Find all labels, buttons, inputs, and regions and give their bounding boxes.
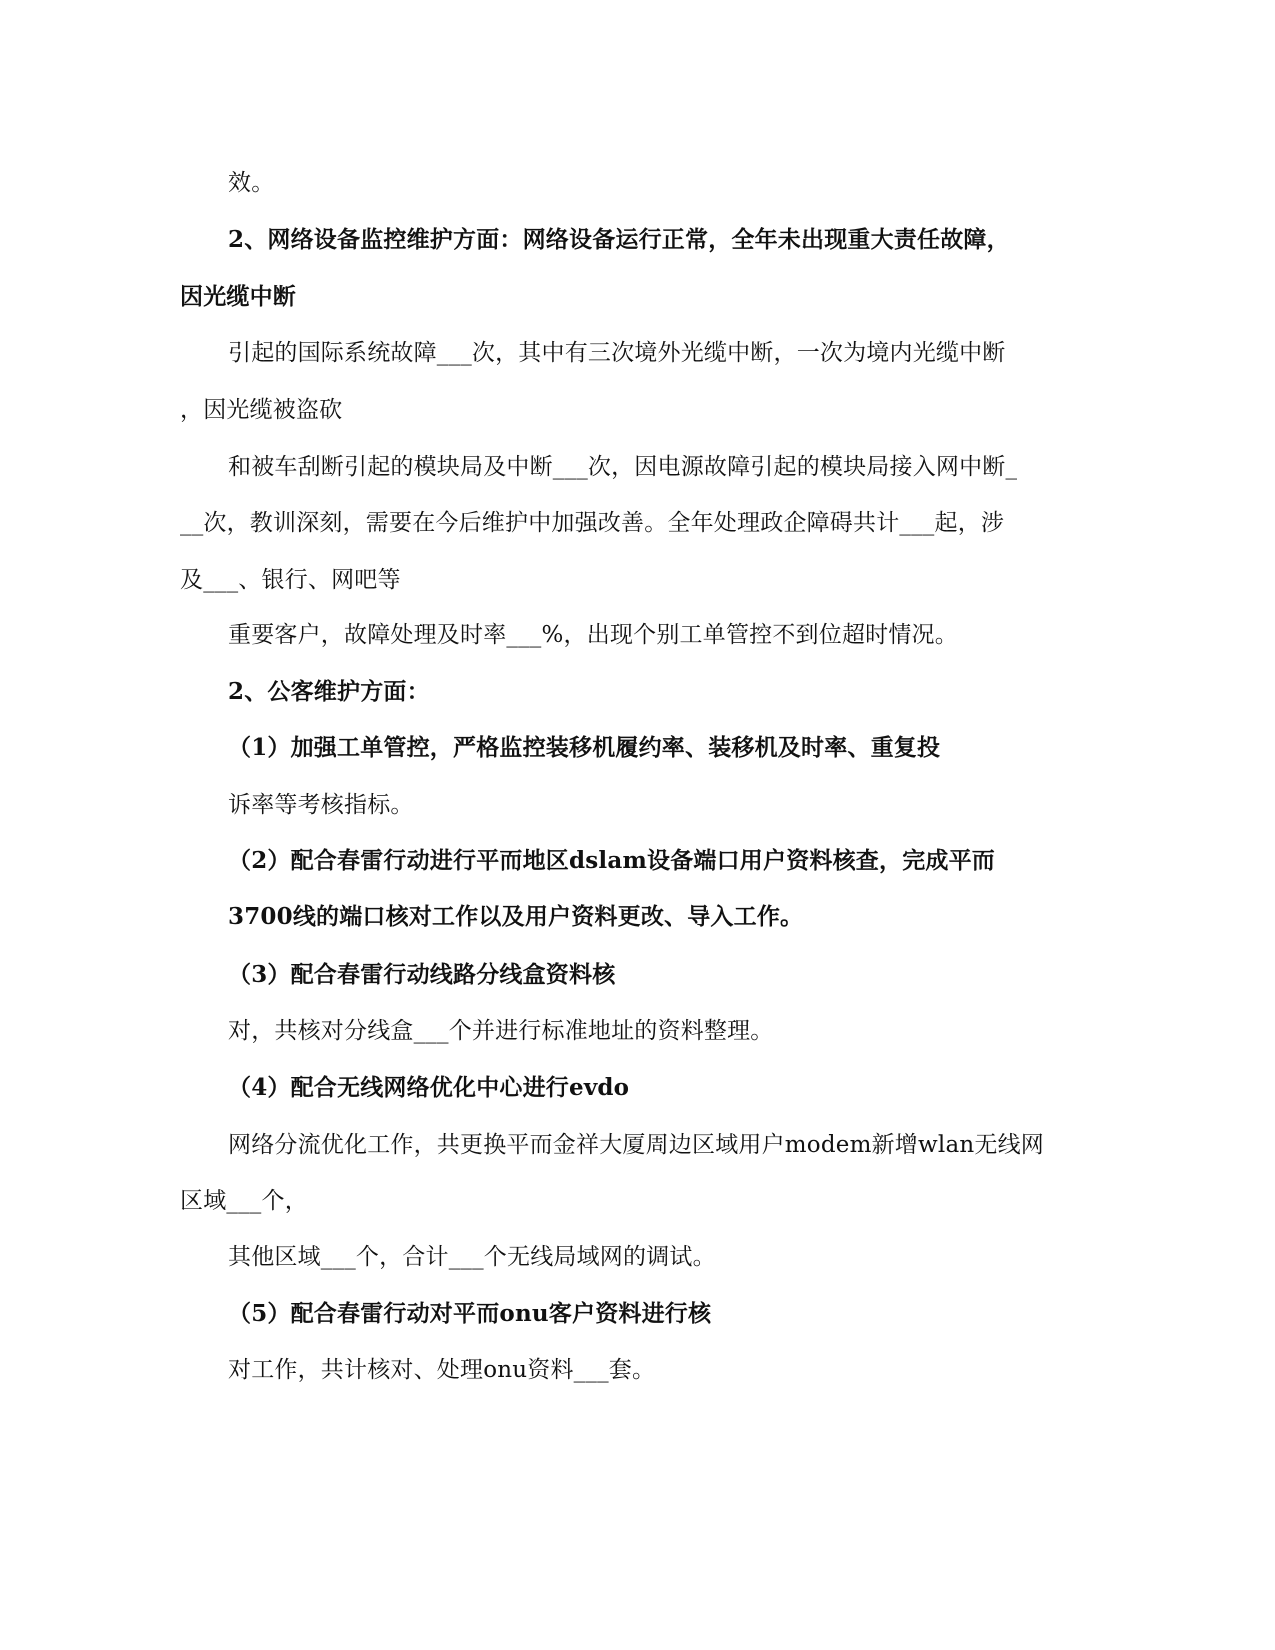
text-line: 诉率等考核指标。 xyxy=(228,792,414,818)
section-heading: 2、公客维护方面： xyxy=(228,678,430,705)
text-line: __次，教训深刻，需要在今后维护中加强改善。全年处理政企障碍共计___起，涉 xyxy=(180,510,1005,536)
text-line: 重要客户，故障处理及时率___%，出现个别工单管控不到位超时情况。 xyxy=(228,622,958,648)
text-line: 引起的国际系统故障___次，其中有三次境外光缆中断，一次为境内光缆中断 xyxy=(228,340,1006,366)
text-line: 其他区域___个，合计___个无线局域网的调试。 xyxy=(228,1244,716,1270)
list-item-heading: （5）配合春雷行动对平而onu客户资料进行核 xyxy=(228,1300,712,1327)
text-line: ，因光缆被盗砍 xyxy=(180,397,343,423)
text-line: 对工作，共计核对、处理onu资料___套。 xyxy=(228,1357,656,1383)
list-item-heading-continuation: 3700线的端口核对工作以及用户资料更改、导入工作。 xyxy=(228,903,804,930)
list-item-heading: （4）配合无线网络优化中心进行evdo xyxy=(228,1074,630,1101)
list-item-heading: （3）配合春雷行动线路分线盒资料核 xyxy=(228,961,616,988)
list-item-heading: （2）配合春雷行动进行平而地区dslam设备端口用户资料核查，完成平而 xyxy=(228,847,996,874)
text-line: 和被车刮断引起的模块局及中断___次，因电源故障引起的模块局接入网中断_ xyxy=(228,454,1018,480)
text-line: 效。 xyxy=(228,170,275,196)
list-item-heading: （1）加强工单管控，严格监控装移机履约率、装移机及时率、重复投 xyxy=(228,734,941,761)
text-line: 网络分流优化工作，共更换平而金祥大厦周边区域用户modem新增wlan无线网 xyxy=(228,1132,1044,1158)
text-line: 区域___个， xyxy=(180,1188,308,1214)
text-line: 及___、银行、网吧等 xyxy=(180,567,401,593)
section-heading-continuation: 因光缆中断 xyxy=(180,283,296,310)
text-line: 对，共核对分线盒___个并进行标准地址的资料整理。 xyxy=(228,1018,774,1044)
section-heading: 2、网络设备监控维护方面：网络设备运行正常，全年未出现重大责任故障， xyxy=(228,226,1010,253)
